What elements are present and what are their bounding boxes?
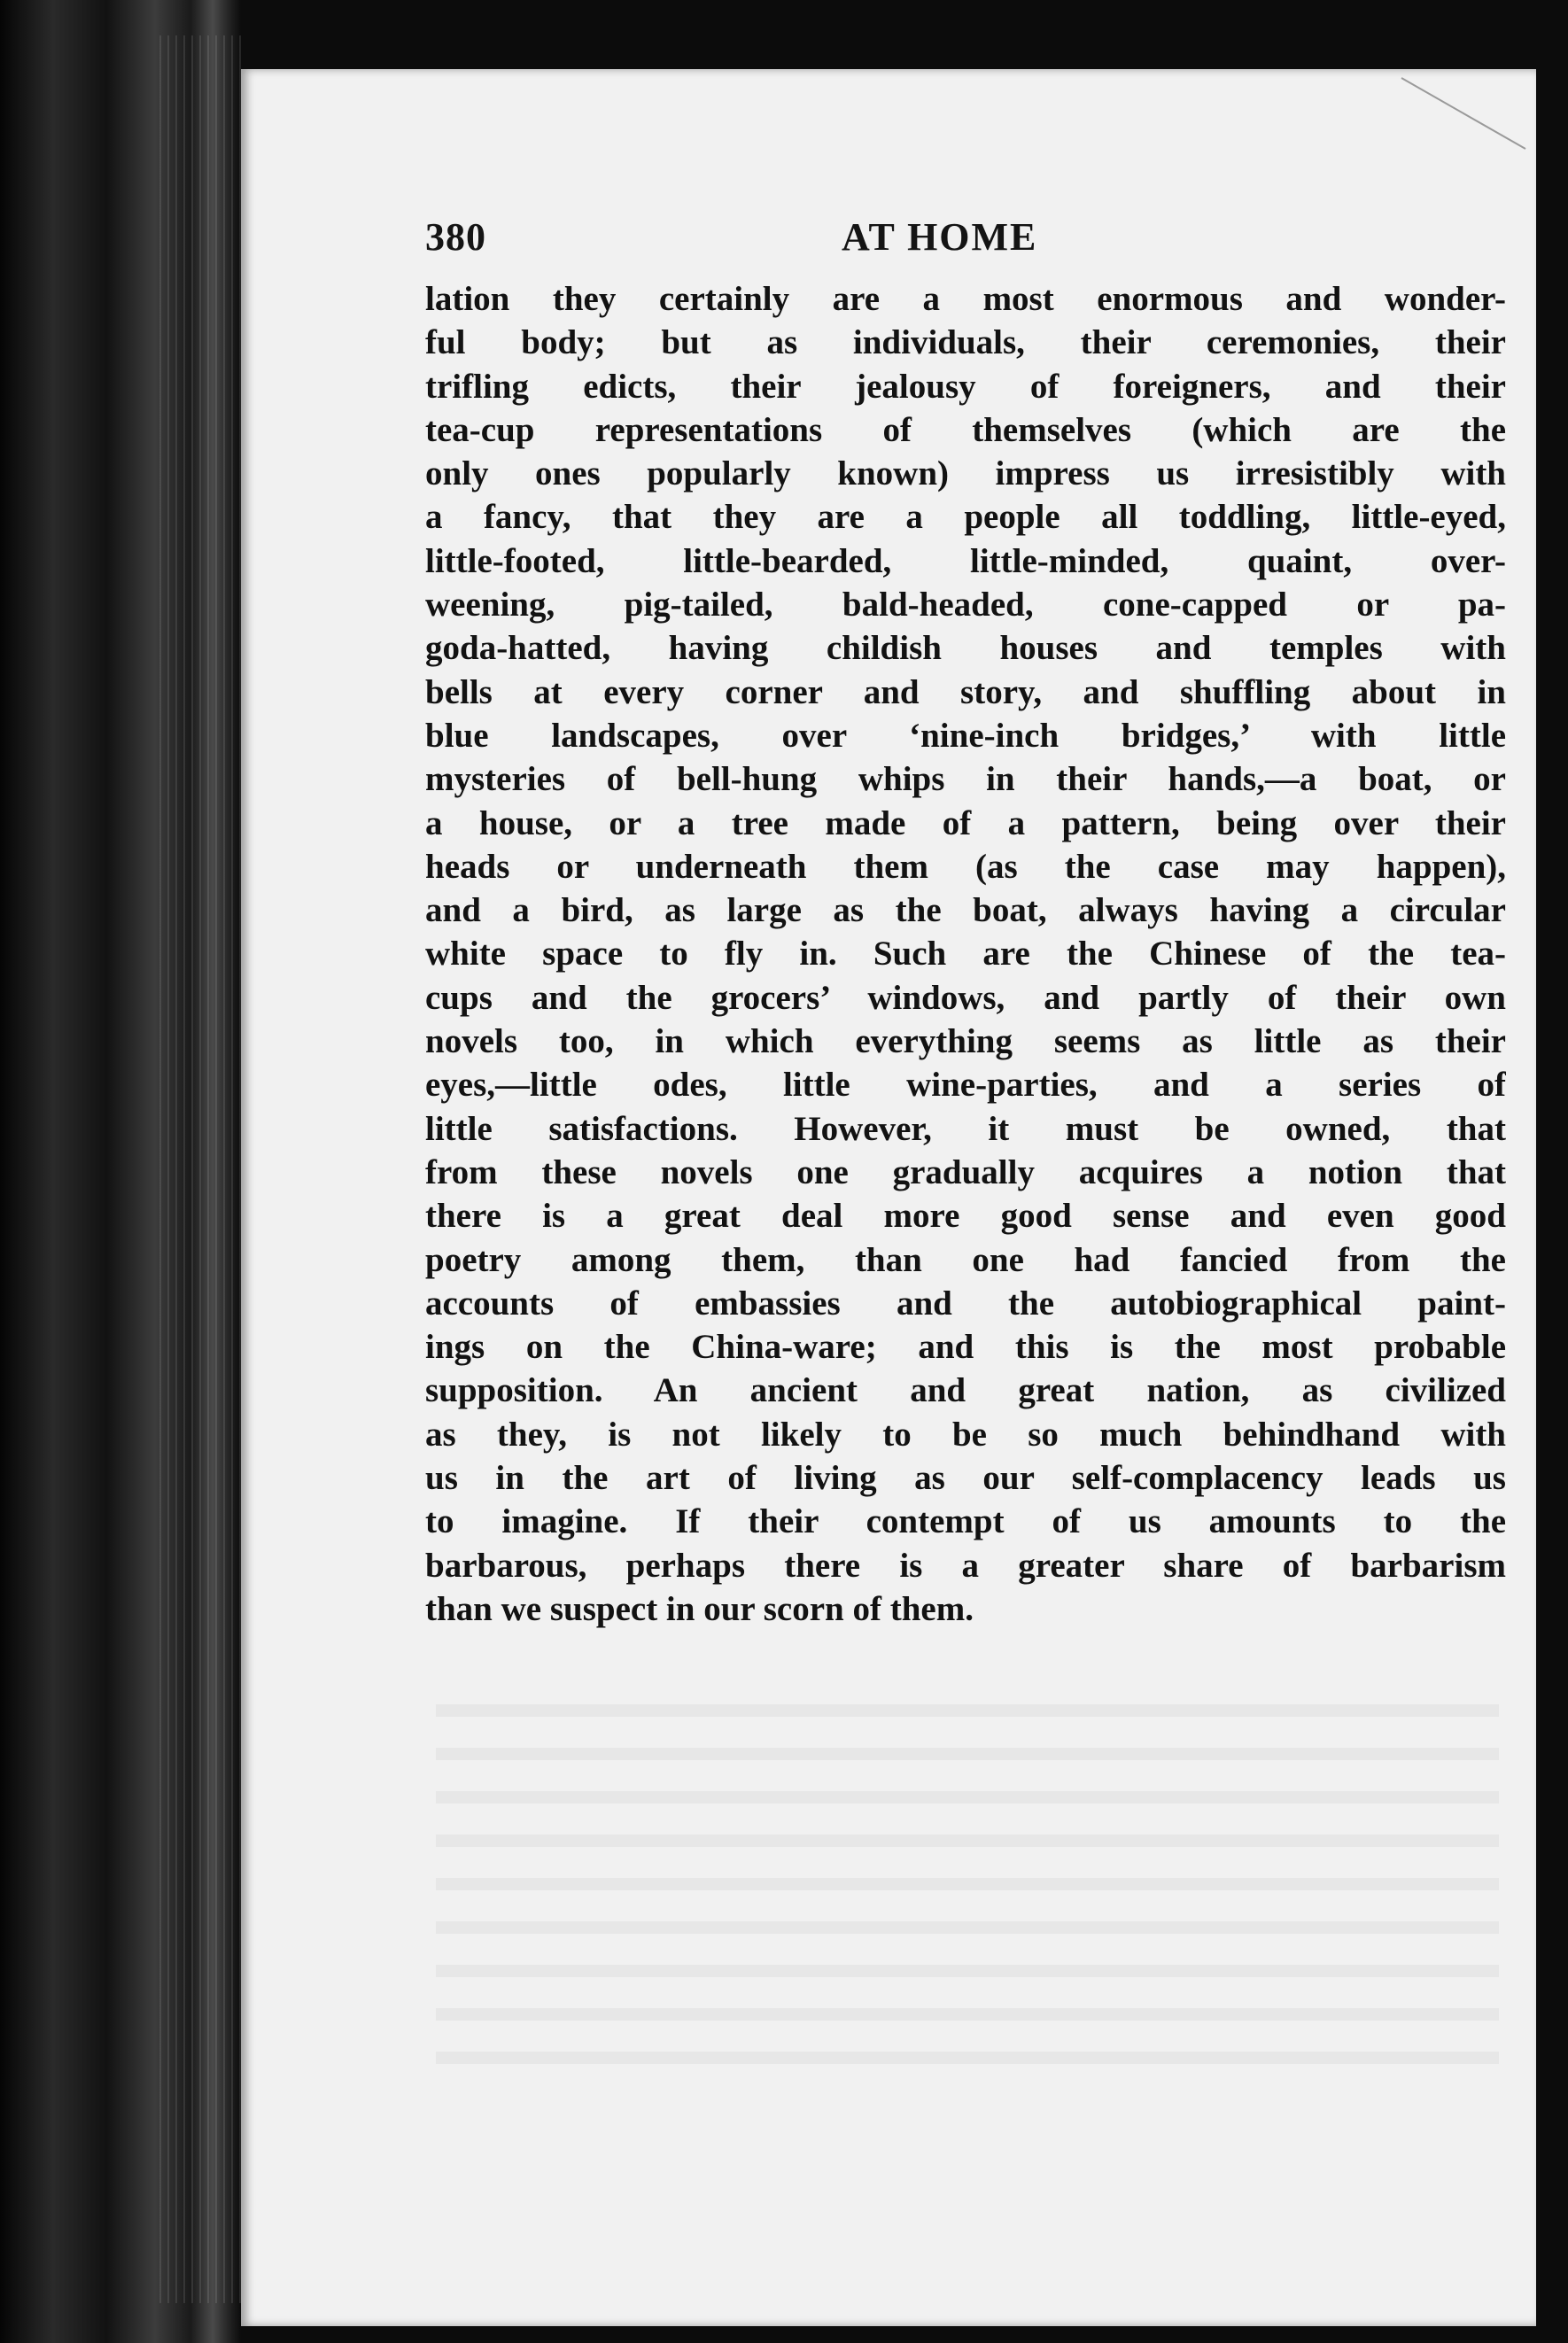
text-line: ful body; but as individuals, their ceremonies, their bbox=[425, 323, 1506, 362]
text-line: heads or underneath them (as the case may happen), bbox=[425, 847, 1506, 886]
book-page-edges bbox=[159, 35, 244, 2303]
book-page bbox=[241, 69, 1536, 2326]
text-line: white space to fly in. Such are the Chinese of the tea- bbox=[425, 935, 1506, 974]
text-line: ings on the China-ware; and this is the most probable bbox=[425, 1328, 1506, 1367]
text-line: cups and the grocers’ windows, and partly of their own bbox=[425, 978, 1506, 1017]
body-text bbox=[425, 277, 1506, 1631]
text-line: trifling edicts, their jealousy of foreigners, and their bbox=[425, 367, 1506, 406]
text-line: eyes,—little odes, little wine-parties, and a series of bbox=[425, 1066, 1506, 1105]
page-header bbox=[425, 206, 1533, 268]
text-line: weening, pig-tailed, bald-headed, cone-capped or pa- bbox=[425, 586, 1506, 625]
text-line: bells at every corner and story, and shuffling about in bbox=[425, 672, 1506, 711]
text-line: tea-cup representations of themselves (which are the bbox=[425, 410, 1506, 449]
text-line: lation they certainly are a most enormous and wonder- bbox=[425, 280, 1506, 318]
text-line: mysteries of bell-hung whips in their hands,—a boat, or bbox=[425, 760, 1506, 799]
text-line: a fancy, that they are a people all toddling, little-eyed, bbox=[425, 498, 1506, 537]
text-line: supposition. An ancient and great nation, as civilized bbox=[425, 1371, 1506, 1410]
text-line: from these novels one gradually acquires a notion that bbox=[425, 1152, 1506, 1191]
text-line: to imagine. If their contempt of us amounts to the bbox=[425, 1502, 1506, 1541]
page-number: 380 bbox=[425, 215, 486, 259]
text-line: goda-hatted, having childish houses and temples with bbox=[425, 629, 1506, 668]
text-line: there is a great deal more good sense and even good bbox=[425, 1197, 1506, 1236]
text-line: blue landscapes, over ‘nine-inch bridges,’ with little bbox=[425, 716, 1506, 755]
text-line: novels too, in which everything seems as little as their bbox=[425, 1022, 1506, 1061]
page-corner-scratch bbox=[1393, 69, 1568, 211]
text-line: than we suspect in our scorn of them. bbox=[425, 1589, 974, 1628]
text-line: poetry among them, than one had fancied from the bbox=[425, 1240, 1506, 1279]
text-line: and a bird, as large as the boat, always having a circular bbox=[425, 891, 1506, 930]
text-line: us in the art of living as our self-complacency leads us bbox=[425, 1459, 1506, 1498]
text-line: little satisfactions. However, it must be owned, that bbox=[425, 1109, 1506, 1148]
show-through-texture bbox=[436, 1681, 1499, 2089]
text-line: as they, is not likely to be so much behindhand with bbox=[425, 1415, 1506, 1454]
text-line: accounts of embassies and the autobiographical paint- bbox=[425, 1284, 1506, 1323]
text-line: little-footed, little-bearded, little-minded, quaint, over- bbox=[425, 541, 1506, 580]
text-line: a house, or a tree made of a pattern, being over their bbox=[425, 803, 1506, 842]
text-line: barbarous, perhaps there is a greater share of barbarism bbox=[425, 1546, 1506, 1585]
text-line: only ones popularly known) impress us irresistibly with bbox=[425, 454, 1506, 493]
running-head: AT HOME bbox=[842, 215, 1038, 259]
